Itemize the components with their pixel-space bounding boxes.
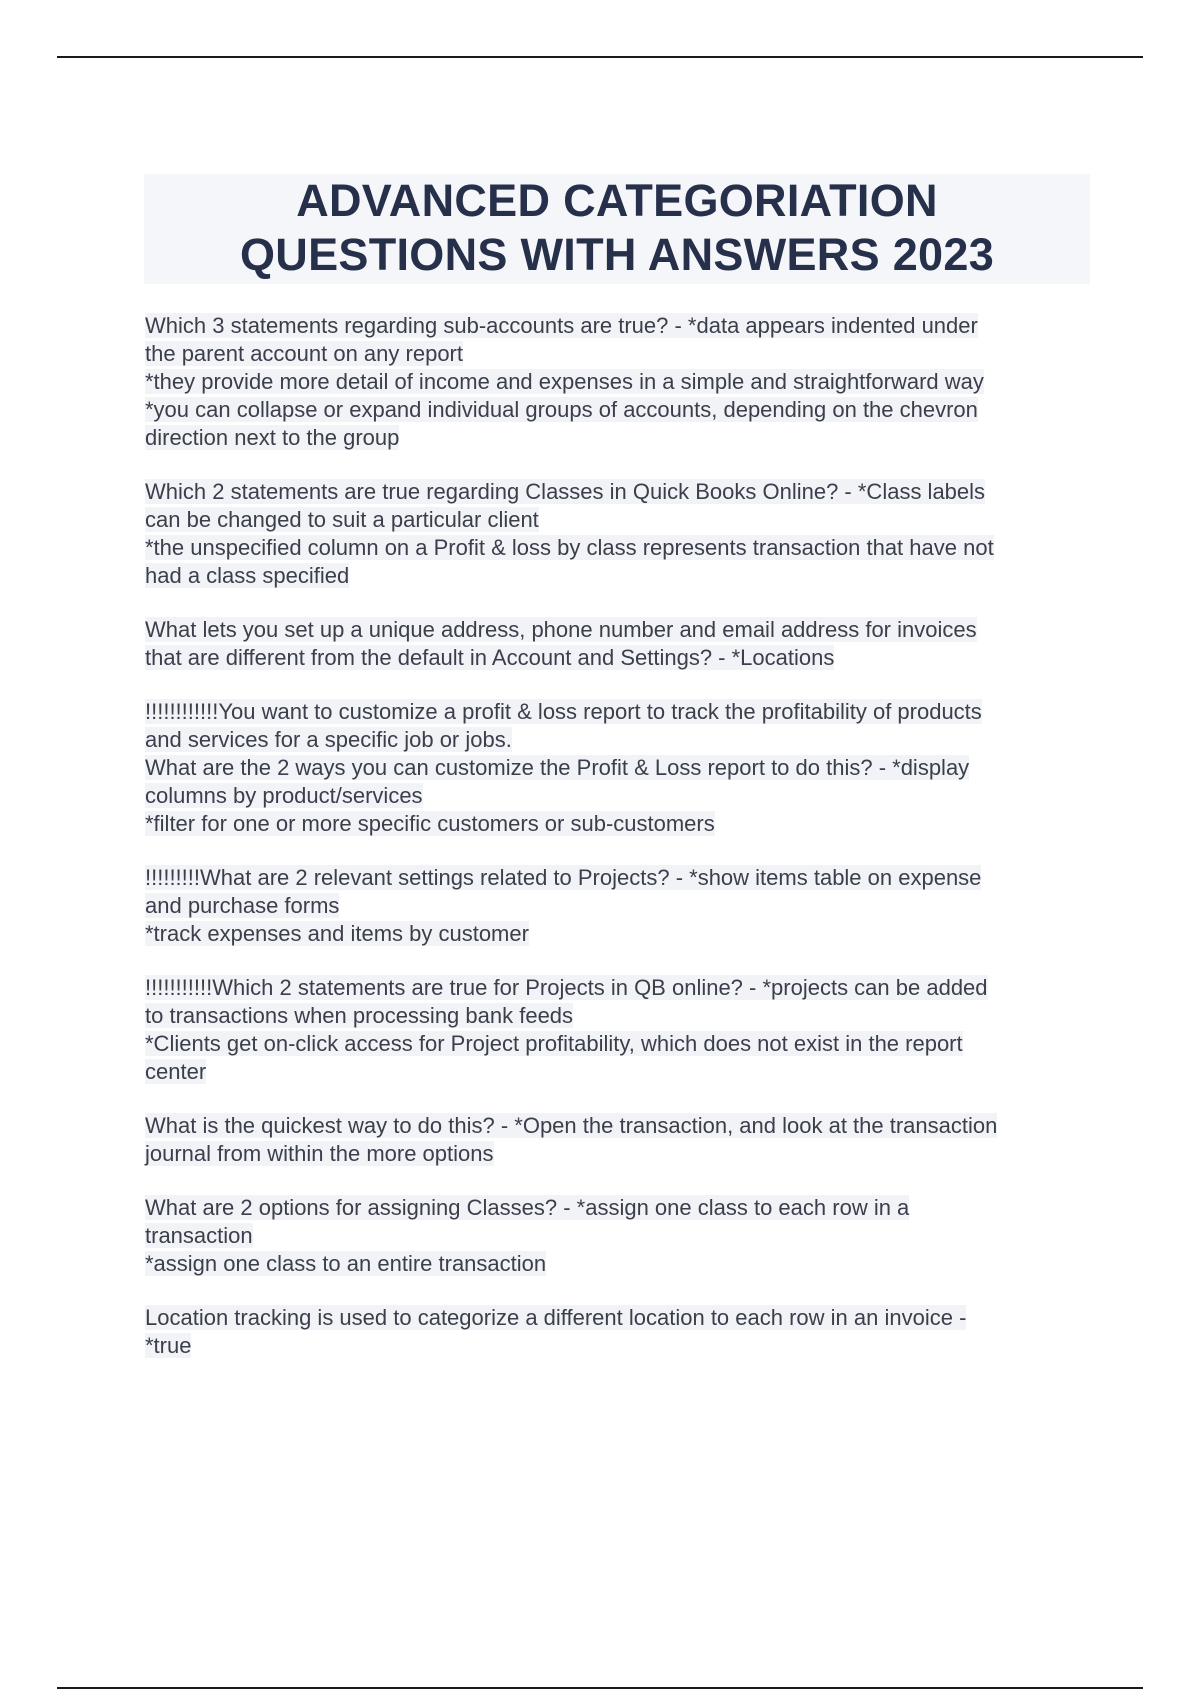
qa-line-text: Location tracking is used to categorize a different location to each row in an invoice -: [145, 1305, 967, 1330]
qa-list: [145, 312, 1090, 1386]
qa-line: [145, 368, 1090, 396]
qa-item: [145, 1304, 1090, 1360]
qa-line-text: and services for a specific job or jobs.: [145, 727, 512, 752]
qa-line: [145, 1332, 1090, 1360]
qa-line-text: What lets you set up a unique address, phone number and email address for invoices: [145, 617, 977, 642]
qa-line-text: journal from within the more options: [145, 1141, 494, 1166]
qa-line-text: !!!!!!!!!What are 2 relevant settings related to Projects? - *show items table on expense: [145, 865, 982, 890]
qa-item: [145, 312, 1090, 452]
qa-line-text: to transactions when processing bank feeds: [145, 1003, 574, 1028]
qa-line: [145, 892, 1090, 920]
qa-line: [145, 534, 1090, 562]
qa-line: [145, 726, 1090, 754]
qa-line: [145, 562, 1090, 590]
qa-line: [145, 340, 1090, 368]
qa-line: [145, 478, 1090, 506]
qa-line-text: *Clients get on-click access for Project profitability, which does not exist in the report: [145, 1031, 963, 1056]
qa-line-text: can be changed to suit a particular client: [145, 507, 539, 532]
qa-line-text: *you can collapse or expand individual groups of accounts, depending on the chevron: [145, 397, 978, 422]
qa-line-text: Which 3 statements regarding sub-accounts are true? - *data appears indented under: [145, 313, 978, 338]
qa-line-text: !!!!!!!!!!!Which 2 statements are true for Projects in QB online? - *projects can be added: [145, 975, 988, 1000]
top-rule: [57, 56, 1143, 58]
qa-line: [145, 506, 1090, 534]
qa-line: [145, 1140, 1090, 1168]
title-line-1: ADVANCED CATEGORIATION: [296, 175, 938, 226]
qa-line: [145, 1304, 1090, 1332]
qa-line: [145, 1030, 1090, 1058]
qa-line-text: had a class specified: [145, 563, 350, 588]
qa-line-text: What is the quickest way to do this? - *Open the transaction, and look at the transaction: [145, 1113, 998, 1138]
qa-line: [145, 974, 1090, 1002]
qa-line: [145, 754, 1090, 782]
qa-line-text: the parent account on any report: [145, 341, 463, 366]
qa-line-text: direction next to the group: [145, 425, 400, 450]
qa-line: [145, 424, 1090, 452]
qa-item: [145, 698, 1090, 838]
qa-line: [145, 1222, 1090, 1250]
qa-item: [145, 616, 1090, 672]
qa-line-text: *they provide more detail of income and expenses in a simple and straightforward way: [145, 369, 984, 394]
qa-line: [145, 864, 1090, 892]
qa-line: [145, 396, 1090, 424]
qa-line: [145, 1002, 1090, 1030]
qa-line: [145, 1112, 1090, 1140]
title-line-2: QUESTIONS WITH ANSWERS 2023: [239, 229, 995, 280]
qa-line-text: What are 2 options for assigning Classes? - *assign one class to each row in a: [145, 1195, 910, 1220]
qa-line-text: center: [145, 1059, 207, 1084]
qa-line-text: !!!!!!!!!!!!You want to customize a profit & loss report to track the profitability of products: [145, 699, 982, 724]
qa-line: [145, 644, 1090, 672]
qa-line: [145, 616, 1090, 644]
qa-line-text: and purchase forms: [145, 893, 340, 918]
qa-line-text: Which 2 statements are true regarding Classes in Quick Books Online? - *Class labels: [145, 479, 986, 504]
qa-item: [145, 864, 1090, 948]
qa-line-text: that are different from the default in Account and Settings? - *Locations: [145, 645, 835, 670]
qa-line-text: *track expenses and items by customer: [145, 921, 529, 946]
qa-line: [145, 920, 1090, 948]
qa-line-text: transaction: [145, 1223, 253, 1248]
qa-item: [145, 974, 1090, 1086]
qa-line-text: *true: [145, 1333, 192, 1358]
document-title: [144, 174, 1090, 284]
qa-line-text: *assign one class to an entire transaction: [145, 1251, 547, 1276]
qa-line-text: *the unspecified column on a Profit & loss by class represents transaction that have not: [145, 535, 994, 560]
qa-line-text: columns by product/services: [145, 783, 423, 808]
bottom-rule: [57, 1687, 1143, 1689]
qa-line: [145, 312, 1090, 340]
qa-line-text: What are the 2 ways you can customize the Profit & Loss report to do this? - *display: [145, 755, 970, 780]
qa-line-text: *filter for one or more specific customers or sub-customers: [145, 811, 715, 836]
qa-line: [145, 1058, 1090, 1086]
qa-item: [145, 1112, 1090, 1168]
qa-line: [145, 1194, 1090, 1222]
qa-line: [145, 810, 1090, 838]
qa-line: [145, 1250, 1090, 1278]
qa-line: [145, 698, 1090, 726]
qa-line: [145, 782, 1090, 810]
qa-item: [145, 1194, 1090, 1278]
qa-item: [145, 478, 1090, 590]
